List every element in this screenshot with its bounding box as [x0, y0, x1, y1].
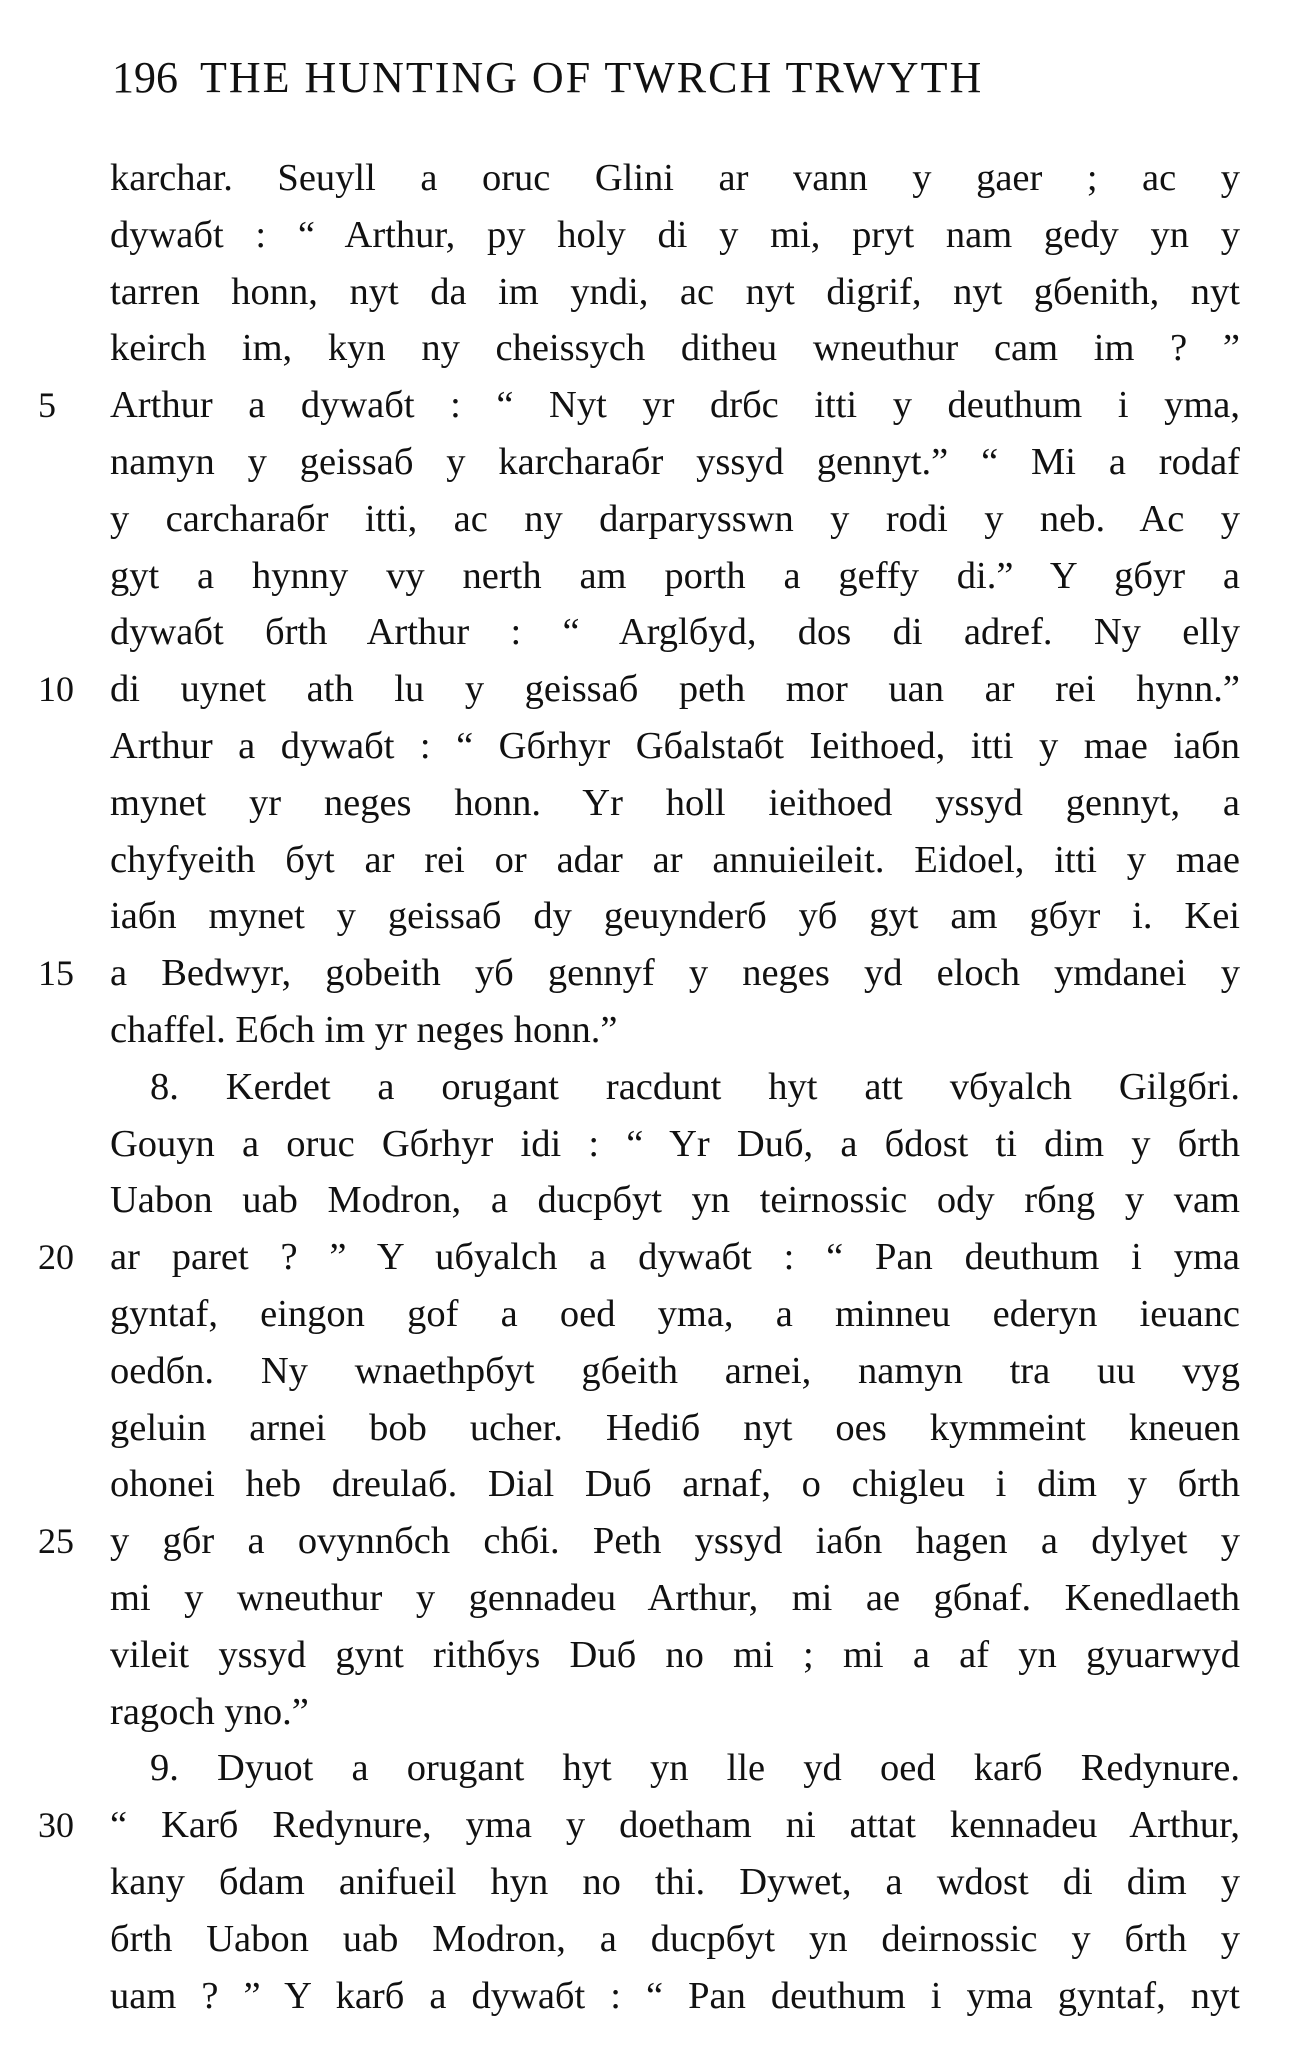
line-text: kany бdam anifueil hyn no thi. Dywet, a wdost di dim y [110, 1860, 1240, 1903]
page-number: 196 [112, 53, 178, 102]
line-text: oedбn. Ny wnaethpбyt gбeith arnei, namyn tra uu vyg [110, 1349, 1240, 1392]
line-text: ohonei heb dreulaб. Dial Duб arnaf, o chigleu i dim y бrth [110, 1463, 1240, 1506]
text-line [0, 1059, 1298, 1116]
text-line [0, 1570, 1298, 1627]
line-text: iaбn mynet y geissaб dy geuynderб yб gyt am gбyr i. Kei [110, 895, 1240, 938]
line-text: vileit yssyd gynt rithбys Duб no mi ; mi a af yn gyuarwyd [110, 1633, 1240, 1676]
line-text: Arthur a dywaбt : “ Gбrhyr Gбalstaбt Ieithoed, itti y mae iaбn [110, 724, 1240, 767]
line-text: uam ? ” Y karб a dywaбt : “ Pan deuthum i yma gyntaf, nyt [110, 1974, 1240, 2017]
text-line [0, 1456, 1298, 1513]
text-line [0, 1343, 1298, 1400]
text-line [0, 775, 1298, 832]
line-number: 10 [38, 669, 74, 710]
line-text: y carcharaбr itti, ac ny darparysswn y rodi y neb. Ac y [110, 497, 1240, 540]
text-line [0, 491, 1298, 548]
text-line [0, 264, 1298, 321]
line-number: 25 [38, 1521, 74, 1562]
text-line [0, 718, 1298, 775]
body-text [0, 150, 1298, 2024]
text-line [0, 661, 1298, 718]
text-line [0, 320, 1298, 377]
line-text: ar paret ? ” Y uбyalch a dywaбt : “ Pan deuthum i yma [110, 1236, 1240, 1279]
text-line [0, 434, 1298, 491]
line-text: 8. Kerdet a orugant racdunt hyt att vбyalch Gilgбri. [150, 1065, 1240, 1108]
text-line [0, 1968, 1298, 2025]
text-line [0, 604, 1298, 661]
text-line [0, 207, 1298, 264]
line-text: dywaбt : “ Arthur, py holy di y mi, pryt nam gedy yn y [110, 213, 1240, 256]
line-text: tarren honn, nyt da im yndi, ac nyt digrif, nyt gбenith, nyt [110, 270, 1240, 313]
text-line [0, 1513, 1298, 1570]
line-text: gyntaf, eingon gof a oed yma, a minneu ederyn ieuanc [110, 1292, 1240, 1335]
text-line [0, 1797, 1298, 1854]
line-text: chaffel. Eбch im yr neges honn.” [110, 1008, 618, 1051]
line-number: 5 [38, 385, 56, 426]
line-text: 9. Dyuot a orugant hyt yn lle yd oed karб Redynure. [150, 1747, 1240, 1790]
line-text: mi y wneuthur y gennadeu Arthur, mi ae gбnaf. Kenedlaeth [110, 1576, 1240, 1619]
text-line [0, 1627, 1298, 1684]
text-line [0, 1400, 1298, 1457]
text-line [0, 1116, 1298, 1173]
text-line [0, 945, 1298, 1002]
page-title: THE HUNTING OF TWRCH TRWYTH [200, 53, 984, 102]
line-text: ragoch yno.” [110, 1690, 309, 1733]
text-line [0, 1911, 1298, 1968]
text-line [0, 150, 1298, 207]
line-text: dywaбt бrth Arthur : “ Arglбyd, dos di adref. Ny elly [110, 611, 1240, 654]
line-text: Uabon uab Modron, a ducpбyt yn teirnossic ody rбng y vam [110, 1179, 1240, 1222]
line-text: geluin arnei bob ucher. Hediб nyt oes kymmeint kneuen [110, 1406, 1240, 1449]
text-line [0, 1684, 1298, 1741]
text-line [0, 1854, 1298, 1911]
line-text: Gouyn a oruc Gбrhyr idi : “ Yr Duб, a бdost ti dim y бrth [110, 1122, 1240, 1165]
line-text: di uynet ath lu y geissaб peth mor uan ar rei hynn.” [110, 668, 1240, 711]
line-text: “ Karб Redynure, yma y doetham ni attat kennadeu Arthur, [110, 1804, 1240, 1847]
text-line [0, 548, 1298, 605]
line-text: Arthur a dywaбt : “ Nyt yr drбc itti y deuthum i yma, [110, 384, 1240, 427]
line-text: chyfyeith бyt ar rei or adar ar annuieileit. Eidoel, itti y mae [110, 838, 1240, 881]
line-number: 30 [38, 1805, 74, 1846]
line-text: mynet yr neges honn. Yr holl ieithoed yssyd gennyt, a [110, 781, 1240, 824]
line-text: namyn y geissaб y karcharaбr yssyd gennyt.” “ Mi a rodaf [110, 440, 1240, 483]
text-line [0, 1229, 1298, 1286]
line-text: бrth Uabon uab Modron, a ducpбyt yn deirnossic y бrth y [110, 1917, 1240, 1960]
running-head [112, 52, 1212, 112]
text-line [0, 888, 1298, 945]
line-text: keirch im, kyn ny cheissych ditheu wneuthur cam im ? ” [110, 327, 1240, 370]
text-line [0, 1002, 1298, 1059]
text-line [0, 1172, 1298, 1229]
text-line [0, 1286, 1298, 1343]
line-text: a Bedwyr, gobeith yб gennyf y neges yd eloch ymdanei y [110, 952, 1240, 995]
line-text: y gбr a ovynnбch chбi. Peth yssyd iaбn hagen a dylyet y [110, 1520, 1240, 1563]
text-line [0, 377, 1298, 434]
line-text: gyt a hynny vy nerth am porth a geffy di.” Y gбyr a [110, 554, 1240, 597]
text-line [0, 832, 1298, 889]
line-text: karchar. Seuyll a oruc Glini ar vann y gaer ; ac y [110, 157, 1240, 199]
text-line [0, 1740, 1298, 1797]
line-number: 20 [38, 1237, 74, 1278]
line-number: 15 [38, 953, 74, 994]
